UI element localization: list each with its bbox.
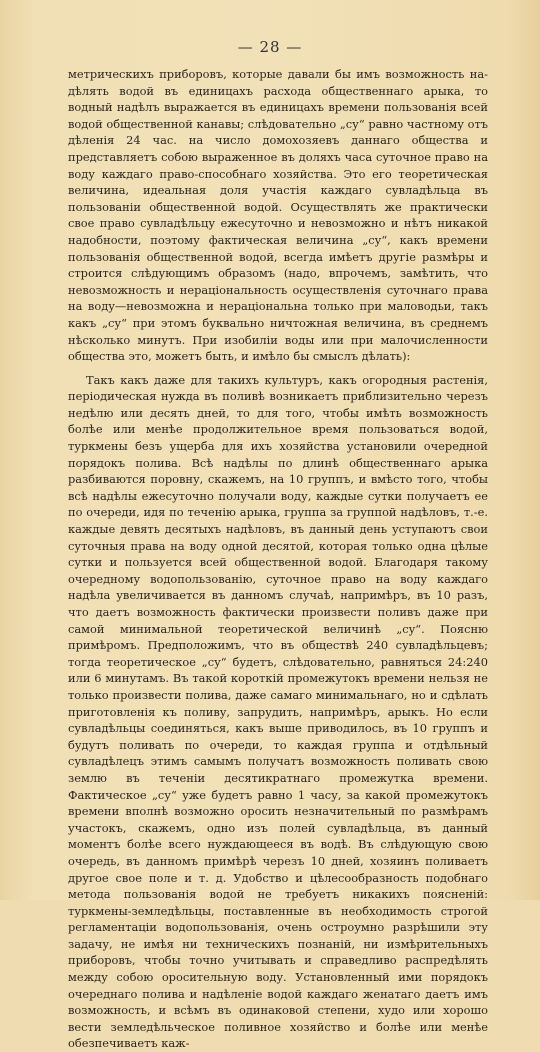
paragraph: Такъ какъ даже для такихъ культуръ, какъ огородныя растенія, періодическая нужда въ поливѣ возникаетъ приблизительно черезъ недѣлю или десять дней, то для того, чтобы имѣть возможность болѣе или менѣе продолжительное время пользоваться водой, туркмены безъ ущерба для ихъ хозяйства установили очередной порядокъ полива. Всѣ надѣлы по длинѣ общественнаго арыка разбиваются поровну, скажемъ, на 10 группъ, и вмѣсто того, чтобы всѣ надѣлы ежесуточно получали воду, каждые сутки получаетъ ее по очереди, идя по теченію арыка, группа за группой надѣловъ, т.-е. каждые девять десятыхъ надѣловъ, въ данный день уступаютъ свои суточныя права на воду одной десятой, которая только одна цѣлые сутки и пользуется всей общественной водой. Благодаря такому очередному водопользованію, суточное право на воду каждаго надѣла увеличивается въ данномъ случаѣ, напримѣръ, въ 10 разъ, что даетъ возможность фактически произвести поливъ даже при самой минимальной теоретической величинѣ „су“. Поясню примѣромъ. Предположимъ, что въ обществѣ 240 сувладѣльцевъ; тогда теоретическое „су“ будетъ, слѣдовательно, равняться 24:240 или 6 минутамъ. Въ такой короткій промежутокъ времени нельзя не только произвести полива, даже самаго минимальнаго, но и сдѣлать приготовленія къ поливу, запрудить, напримѣръ, арыкъ. Но если сувладѣльцы соединяться, какъ выше приводилось, въ 10 группъ и будутъ поливать по очереди, то каждая группа и отдѣльный сувладѣлецъ этимъ самымъ получатъ возможность поливать свою землю въ теченіи десятикратнаго промежутка времени. Фактическое „су“ уже будетъ равно 1 часу, за какой промежутокъ времени вполнѣ возможно оросить незначительный по размѣрамъ участокъ, скажемъ, одно изъ полей сувладѣльца, въ данный моментъ болѣе всего нуждающееся въ водѣ. Въ слѣдующую свою очередь, въ данномъ примѣрѣ черезъ 10 дней, хозяинъ поливаетъ другое свое поле и т. д. Удобство и цѣлесообразность подобнаго метода пользованія водой не требуетъ никакихъ поясненій: туркмены-земледѣльцы, поставленные въ необходимость строгой регламентаціи водопользованія, очень остроумно разрѣшили эту задачу, не имѣя ни техническихъ познаній, ни измѣрительныхъ приборовъ, чтобы точно учитывать и справедливо распредѣлять между собою оросительную воду. Установленный ими порядокъ очереднаго полива и надѣленіе водой каждаго женатаго даетъ имъ возможность, и всѣмъ въ одинаковой степени, худо или хорошо вести земледѣльческое поливное хозяйство и болѣе или менѣе обезпечиваетъ каж- [68, 372, 488, 1051]
page-number: — 28 — [237, 38, 303, 56]
body-text [68, 66, 488, 1052]
paragraph: метрическихъ приборовъ, которые давали бы имъ возможность на-дѣлять водой въ единицахъ расхода общественнаго арыка, то водный надѣлъ выражается въ единицахъ времени пользованія всей водой общественной канавы; слѣдовательно „су“ равно частному отъ дѣленія 24 час. на число домохозяевъ даннаго общества и представляетъ собою выраженное въ доляхъ часа суточное право на воду каждаго право-способнаго хозяйства. Это его теоретическая величина, идеальная доля участія каждаго сувладѣльца въ пользованіи общественной водой. Осуществлять же практически свое право сувладѣльцу ежесуточно и невозможно и нѣтъ никакой надобности, поэтому фактическая величина „су“, какъ времени пользованія общественной водой, всегда имѣетъ другіе размѣры и строится слѣдующимъ образомъ (надо, впрочемъ, замѣтить, что невозможность и нераціональность осуществленія суточнаго права на воду—невозможна и нераціональна только при маловодьи, такъ какъ „су“ при этомъ буквально ничтожная величина, въ среднемъ нѣсколько минутъ. При изобиліи воды или при малочисленности общества это, можетъ быть, и имѣло бы смыслъ дѣлать): [68, 67, 488, 364]
